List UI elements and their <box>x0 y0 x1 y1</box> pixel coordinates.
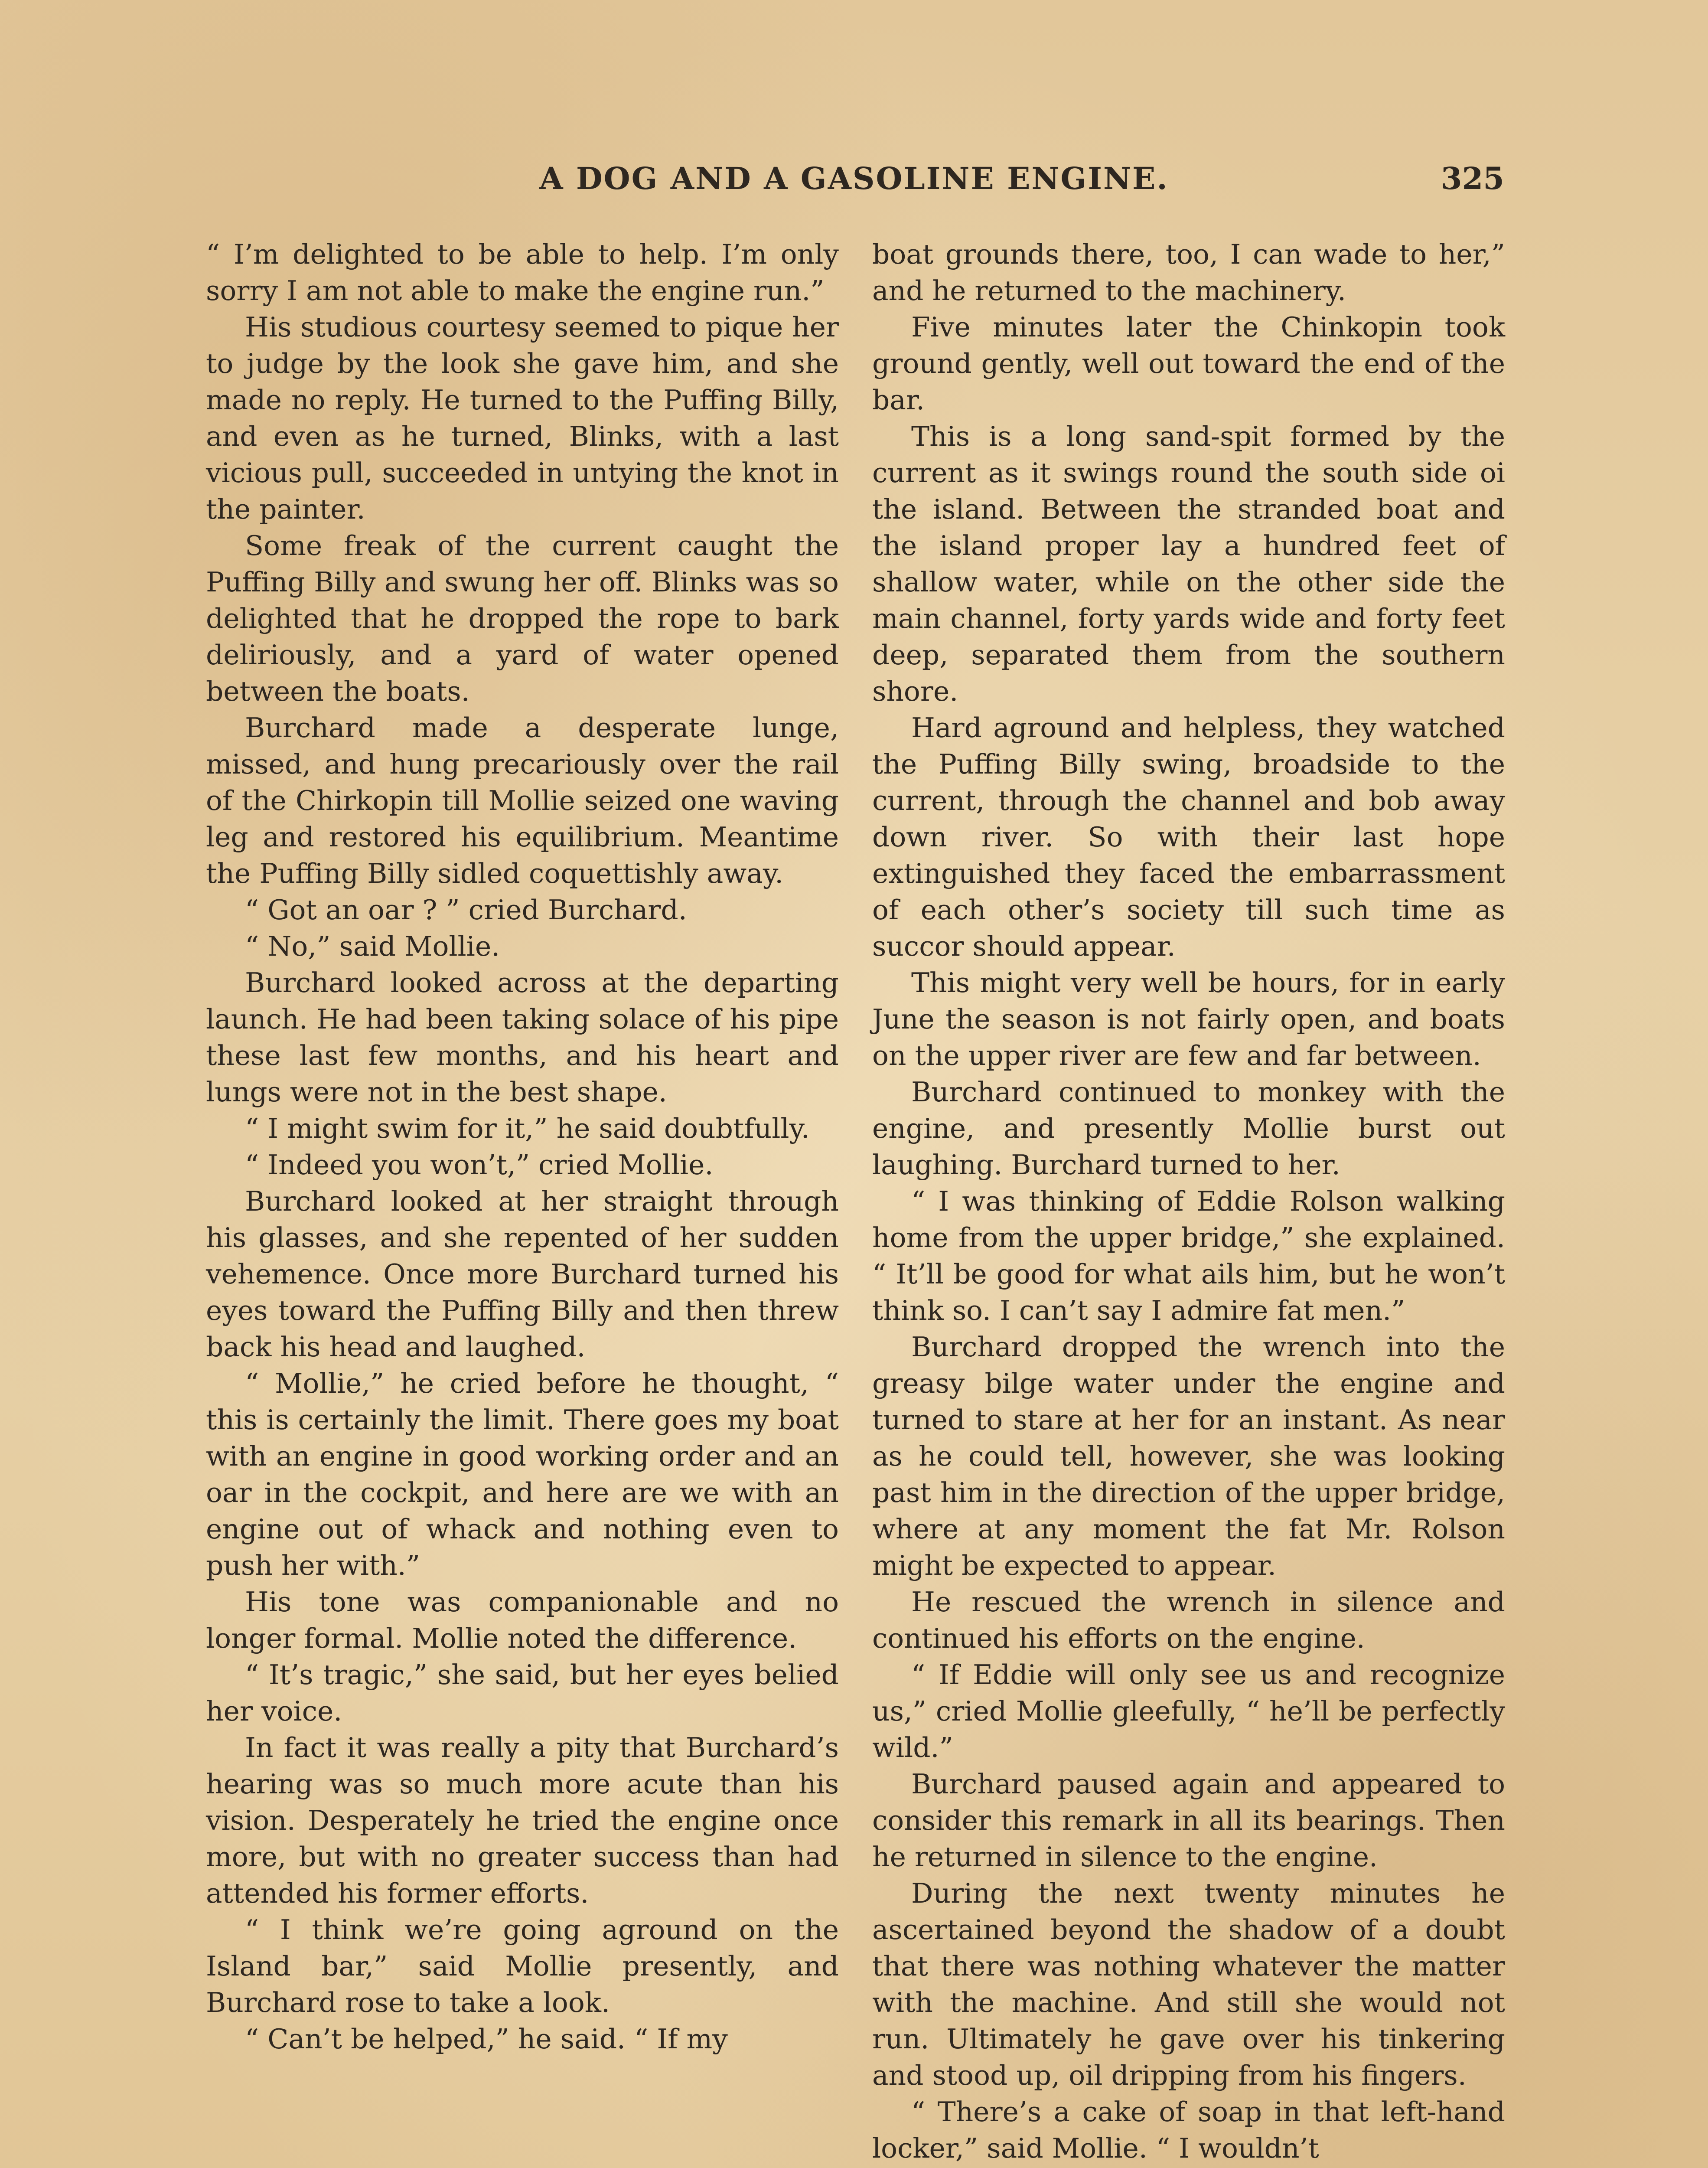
paragraph: This is a long sand-spit formed by the current as it swings round the south side oi the island. Between the stranded boat and the island proper lay a hundred feet of shallow water, while on the other side the main channel, forty yards wide and forty feet deep, separated them from the southern shore. <box>872 421 1505 707</box>
paragraph: “ I might swim for it,” he said doubtfully. <box>245 1113 810 1144</box>
page-number: 325 <box>1441 160 1504 196</box>
paragraph: “ No,” said Mollie. <box>245 931 500 962</box>
page-header <box>204 160 1504 212</box>
running-title: A DOG AND A GASOLINE ENGINE. <box>539 160 1169 196</box>
left-column <box>206 236 839 2057</box>
paragraph: Burchard looked across at the departing launch. He had been taking solace of his pipe these last few months, and his heart and lungs were not in the best shape. <box>206 967 839 1108</box>
paragraph: In fact it was really a pity that Burchard’s hearing was so much more acute than his vision. Desperately he tried the engine once more, but with no greater success than had attended his former efforts. <box>206 1732 839 1909</box>
paragraph: boat grounds there, too, I can wade to her,” and he returned to the machinery. <box>872 238 1505 307</box>
paragraph: “ There’s a cake of soap in that left-hand locker,” said Mollie. “ I wouldn’t <box>872 2096 1505 2164</box>
paragraph: Burchard paused again and appeared to consider this remark in all its bearings. Then he returned in silence to the engine. <box>872 1768 1505 1873</box>
paragraph: “ I was thinking of Eddie Rolson walking home from the upper bridge,” she explained. “ It’ll be good for what ails him, but he won’t think so. I can’t say I admire fat men.” <box>872 1185 1505 1326</box>
paragraph: Hard aground and helpless, they watched the Puffing Billy swing, broadside to the current, through the channel and bob away down river. So with their last hope extinguished they faced the embarrassment of each other’s society till such time as succor should appear. <box>872 712 1505 962</box>
paragraph: Some freak of the current caught the Puffing Billy and swung her off. Blinks was so delighted that he dropped the rope to bark deliriously, and a yard of water opened between the boats. <box>206 530 839 707</box>
paragraph: Burchard continued to monkey with the engine, and presently Mollie burst out laughing. Burchard turned to her. <box>872 1076 1505 1181</box>
paragraph: “ If Eddie will only see us and recognize us,” cried Mollie gleefully, “ he’ll be perfectly wild.” <box>872 1659 1505 1763</box>
paragraph: “ Indeed you won’t,” cried Mollie. <box>245 1149 714 1181</box>
paragraph: “ Can’t be helped,” he said. “ If my <box>245 2023 728 2055</box>
paragraph: His tone was companionable and no longer formal. Mollie noted the difference. <box>206 1586 839 1654</box>
paragraph: Burchard looked at her straight through his glasses, and she repented of her sudden vehemence. Once more Burchard turned his eyes toward the Puffing Billy and then threw back his head and laughed. <box>206 1185 839 1363</box>
paragraph: His studious courtesy seemed to pique her to judge by the look she gave him, and she made no reply. He turned to the Puffing Billy, and even as he turned, Blinks, with a last vicious pull, succeeded in untying the knot in the painter. <box>206 311 839 525</box>
paragraph: Five minutes later the Chinkopin took ground gently, well out toward the end of the bar. <box>872 311 1505 416</box>
paragraph: He rescued the wrench in silence and continued his efforts on the engine. <box>872 1586 1505 1654</box>
paragraph: This might very well be hours, for in early June the season is not fairly open, and boats on the upper river are few and far between. <box>872 967 1505 1071</box>
paragraph: Burchard dropped the wrench into the greasy bilge water under the engine and turned to stare at her for an instant. As near as he could tell, however, she was looking past him in the direction of the upper bridge, where at any moment the fat Mr. Rolson might be expected to appear. <box>872 1331 1505 1581</box>
paragraph: “ It’s tragic,” she said, but her eyes belied her voice. <box>206 1659 839 1727</box>
right-column <box>872 236 1505 2167</box>
paragraph: “ Got an oar ? ” cried Burchard. <box>245 894 687 926</box>
paragraph: During the next twenty minutes he ascertained beyond the shadow of a doubt that there was nothing whatever the matter with the machine. And still she would not run. Ultimately he gave over his tinkering and stood up, oil dripping from his fingers. <box>872 1877 1505 2091</box>
paragraph: “ I’m delighted to be able to help. I’m only sorry I am not able to make the engine run.” <box>206 238 839 307</box>
paragraph: “ Mollie,” he cried before he thought, “ this is certainly the limit. There goes my boat with an engine in good working order and an oar in the cockpit, and here are we with an engine out of whack and nothing even to push her with.” <box>206 1368 839 1581</box>
paragraph: “ I think we’re going aground on the Island bar,” said Mollie presently, and Burchard rose to take a look. <box>206 1914 839 2018</box>
paragraph: Burchard made a desperate lunge, missed, and hung precariously over the rail of the Chirkopin till Mollie seized one waving leg and restored his equilibrium. Meantime the Puffing Billy sidled coquettishly away. <box>206 712 839 889</box>
